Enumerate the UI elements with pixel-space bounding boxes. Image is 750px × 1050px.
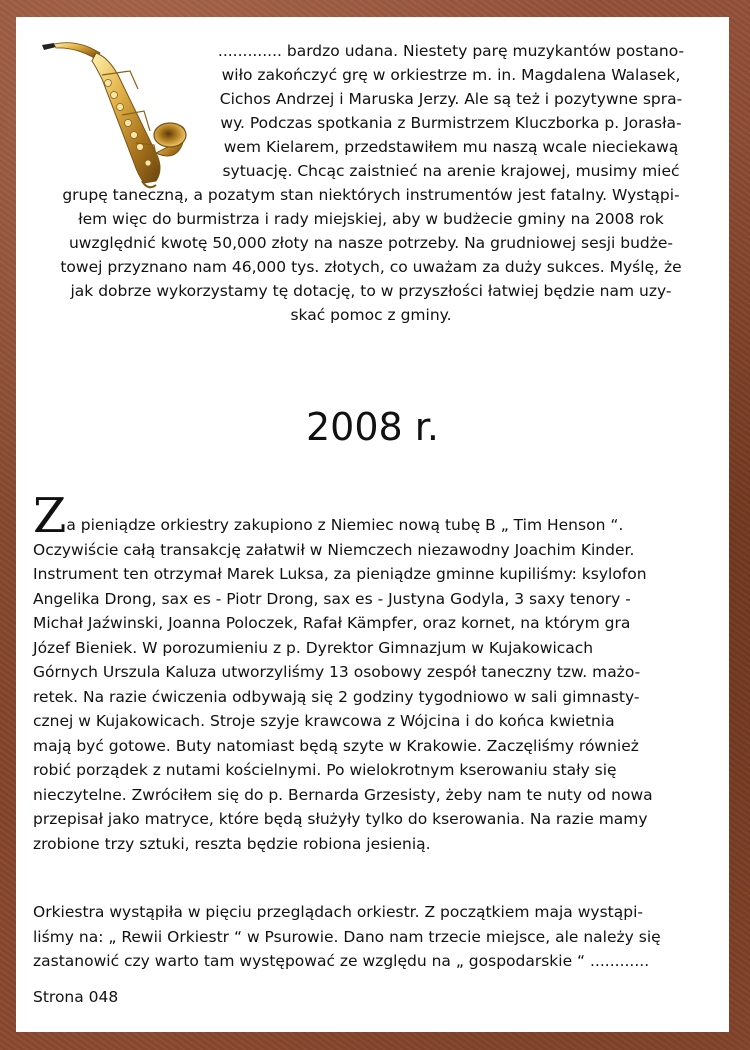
year-heading: 2008 r. xyxy=(306,405,439,449)
text-line: wem Kielarem, przedstawiłem mu naszą wcale nieciekawą xyxy=(223,138,679,156)
text-line: jak dobrze wykorzystamy tę dotację, to w przyszłości łatwiej będzie nam uzy- xyxy=(70,282,672,300)
first-line-text: a pieniądze orkiestry zakupiono z Niemiec nową tubę B „ Tim Henson “. xyxy=(66,516,624,534)
text-line xyxy=(33,488,723,544)
text-line: wiło zakończyć grę w orkiestrze m. in. Magdalena Walasek, xyxy=(221,66,681,84)
text-line: sytuację. Chcąc zaistnieć na arenie krajowej, musimy mieć xyxy=(222,162,680,180)
text-line: retek. Na razie ćwiczenia odbywają się 2 godziny tygodniowo w sali gimnasty- xyxy=(33,687,640,706)
text-line: Górnych Urszula Kaluza utworzyliśmy 13 osobowy zespół taneczny tzw. mażo- xyxy=(33,663,641,681)
drop-cap: Z xyxy=(33,488,67,544)
text-line: grupę taneczną, a pozatym stan niektórych instrumentów jest fatalny. Wystąpi- xyxy=(62,186,680,204)
text-line: Cichos Andrzej i Maruska Jerzy. Ale są też i pozytywne spra- xyxy=(219,90,683,108)
text-line: Oczywiście całą transakcję załatwił w Niemczech niezawodny Joachim Kinder. xyxy=(33,540,635,559)
year-paragraph xyxy=(33,488,723,856)
text-line: Angelika Drong, sax es - Piotr Drong, sax es - Justyna Godyla, 3 saxy tenory - xyxy=(33,589,631,608)
page-number: Strona 048 xyxy=(33,988,119,1006)
text-line: łem więc do burmistrza i rady miejskiej, aby w budżecie gminy na 2008 rok xyxy=(78,210,664,228)
text-line: Michał Jaźwinski, Joanna Poloczek, Rafał Kämpfer, oraz kornet, na którym gra xyxy=(33,614,631,632)
text-line: skać pomoc z gminy. xyxy=(290,306,452,324)
performances-paragraph xyxy=(33,900,723,974)
text-line: Józef Bieniek. W porozumieniu z p. Dyrektor Gimnazjum w Kujakowicach xyxy=(33,638,594,657)
text-line: uwzględnić kwotę 50,000 złoty na nasze potrzeby. Na grudniowej sesji budże- xyxy=(68,234,674,252)
text-line: wy. Podczas spotkania z Burmistrzem Kluczborka p. Jorasła- xyxy=(220,114,682,132)
document-page xyxy=(16,17,729,1032)
text-line: Instrument ten otrzymał Marek Luksa, za pieniądze gminne kupiliśmy: ksylofon xyxy=(33,565,647,583)
text-line: liśmy na: „ Rewii Orkiestr “ w Psurowie. Dano nam trzecie miejsce, ale należy się xyxy=(33,927,661,946)
text-line: robić porządek z nutami kościelnymi. Po wielokrotnym kserowaniu stały się xyxy=(33,761,617,779)
text-line: towej przyznano nam 46,000 tys. złotych, co uważam za duży sukces. Myślę, że xyxy=(60,258,682,276)
text-line: zastanowić czy warto tam występować ze względu na „ gospodarskie “ ............ xyxy=(33,952,650,970)
text-line: mają być gotowe. Buty natomiast będą szyte w Krakowie. Zaczęliśmy również xyxy=(33,736,639,755)
text-line: ............. bardzo udana. Niestety parę muzykantów postano- xyxy=(217,42,685,60)
intro-paragraph xyxy=(32,39,710,327)
text-line: zrobione trzy sztuki, reszta będzie robiona jesienią. xyxy=(33,834,431,853)
text-line: nieczytelne. Zwróciłem się do p. Bernarda Grzesisty, żeby nam te nuty od nowa xyxy=(33,785,653,804)
text-line: Orkiestra wystąpiła w pięciu przeglądach orkiestr. Z początkiem maja wystąpi- xyxy=(33,903,643,921)
text-line: cznej w Kujakowicach. Stroje szyje krawcowa z Wójcina i do końca kwietnia xyxy=(33,712,615,730)
text-line: przepisał jako matryce, które będą służyły tylko do kserowania. Na razie mamy xyxy=(33,810,648,828)
